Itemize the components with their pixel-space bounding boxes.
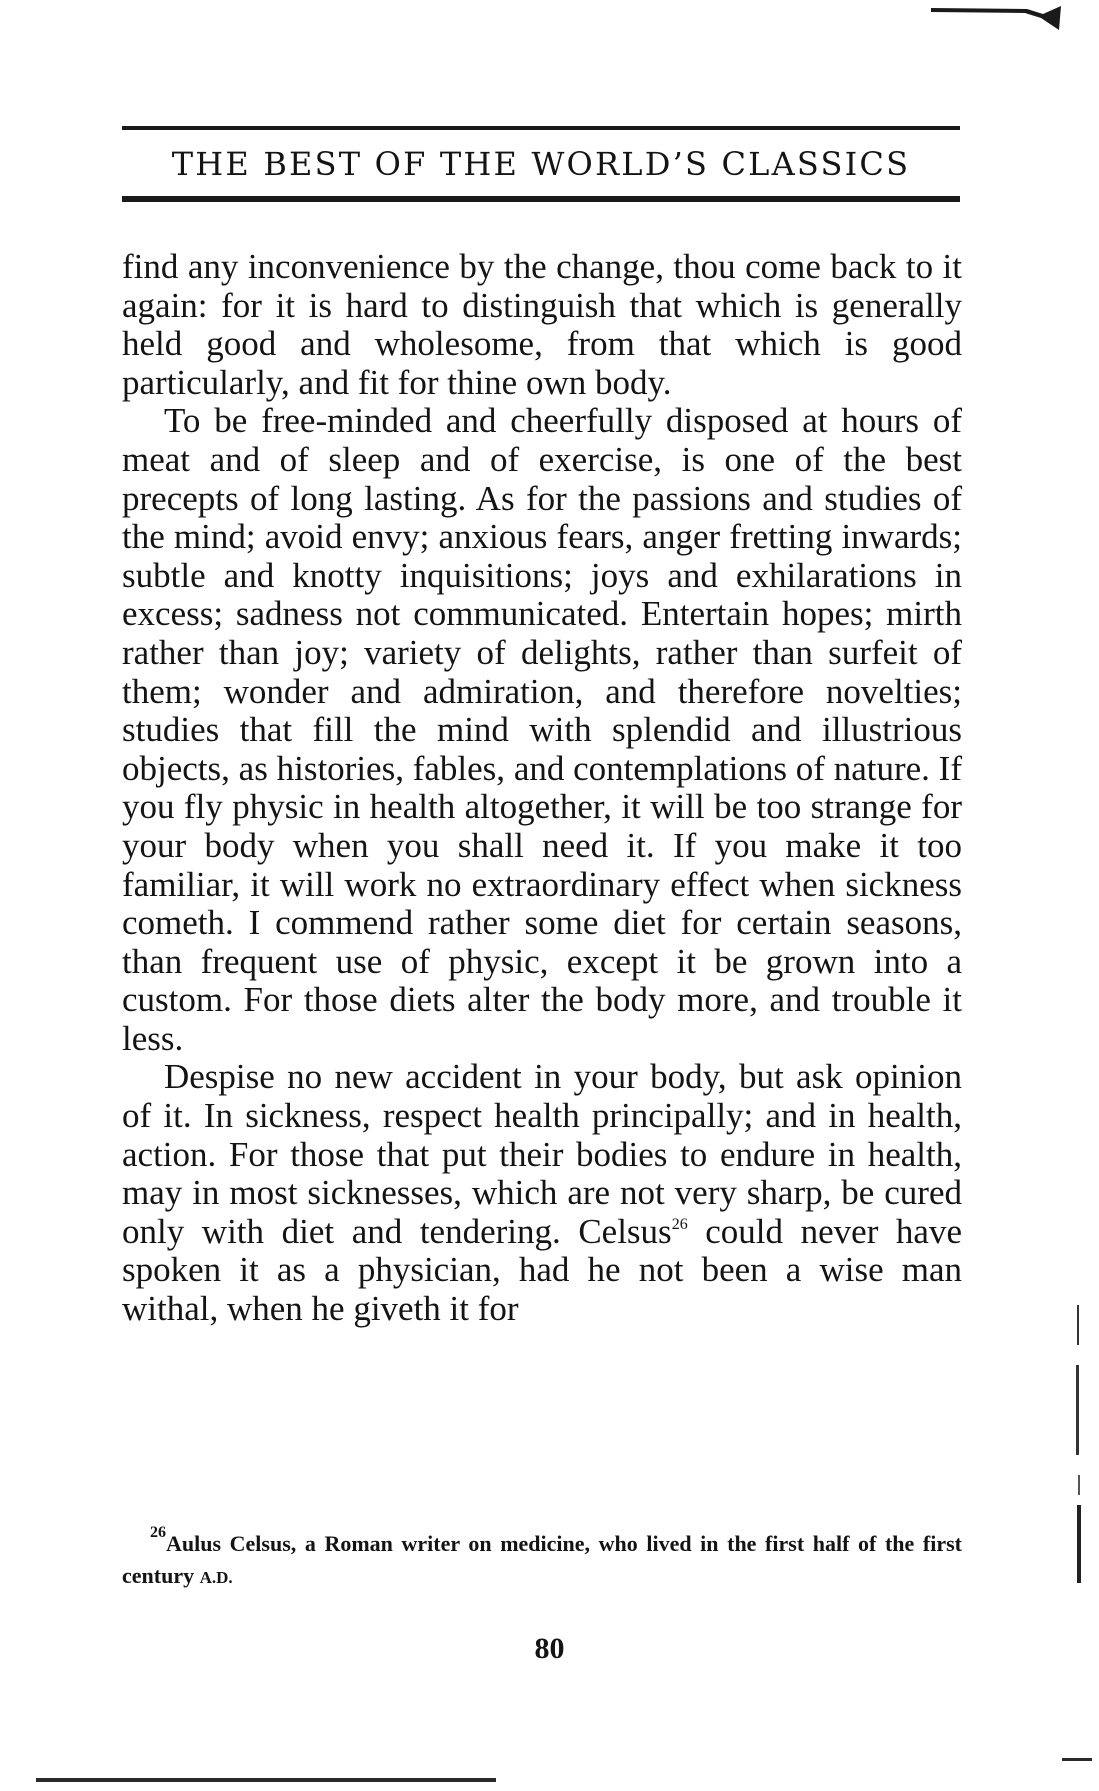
page-number: 80 (534, 1632, 565, 1665)
paragraph-continued: find any inconvenience by the change, thou come back to it again: for it is hard to distinguish that which is generally held good and wholesome, from that which is good particularly, and fit for thine own body. (122, 247, 962, 402)
footnote-number: 26 (150, 1524, 166, 1541)
footnote-reference: 26 (671, 1215, 688, 1233)
page-corner-mark (931, 4, 1061, 32)
paragraph-despise-no-accident (122, 1058, 962, 1328)
paragraph-text-after-note: could never have spoken it as a physician, had he not been a wise man withal, when he giveth it for (122, 1211, 963, 1329)
footnote-text: Aulus Celsus, a Roman writer on medicine, who lived in the first half of the first century (122, 1531, 962, 1588)
paragraph-text-before-note: Despise no new accident in your body, but ask opinion of it. In sickness, respect health principally; and in health, action. For those that put their bodies to endure in health, may in most sicknesses, which are not very sharp, be cured only with diet and tendering. Celsus (122, 1057, 962, 1251)
paragraph-free-minded: To be free-minded and cheerfully disposed at hours of meat and of sleep and of exercise, is one of the best precepts of long lasting. As for the passions and studies of the mind; avoid envy; anxious fears, anger fretting inwards; subtle and knotty inquisitions; joys and exhilarations in excess; sadness not communicated. Entertain hopes; mirth rather than joy; variety of delights, rather than surfeit of them; wonder and admiration, and therefore novelties; studies that fill the mind with splendid and illustrious objects, as histories, fables, and contemplations of nature. If you fly physic in health altogether, it will be too strange for your body when you shall need it. If you make it too familiar, it will work no extraordinary effect when sickness cometh. I commend rather some diet for certain seasons, than frequent use of physic, except it be grown into a custom. For those diets alter the body more, and trouble it less. (122, 401, 962, 1058)
running-head-title: THE BEST OF THE WORLD’S CLASSICS (171, 145, 911, 183)
page-header (122, 126, 960, 202)
footnote (122, 1524, 962, 1594)
bottom-edge-mark (1062, 1758, 1092, 1761)
footnote-era: A.D. (199, 1568, 233, 1587)
bottom-edge-rule (36, 1778, 496, 1782)
binding-edge-marks (1075, 1305, 1083, 1585)
body-text (122, 248, 962, 1329)
header-top-rule (122, 126, 960, 130)
header-bottom-rule (122, 196, 960, 202)
